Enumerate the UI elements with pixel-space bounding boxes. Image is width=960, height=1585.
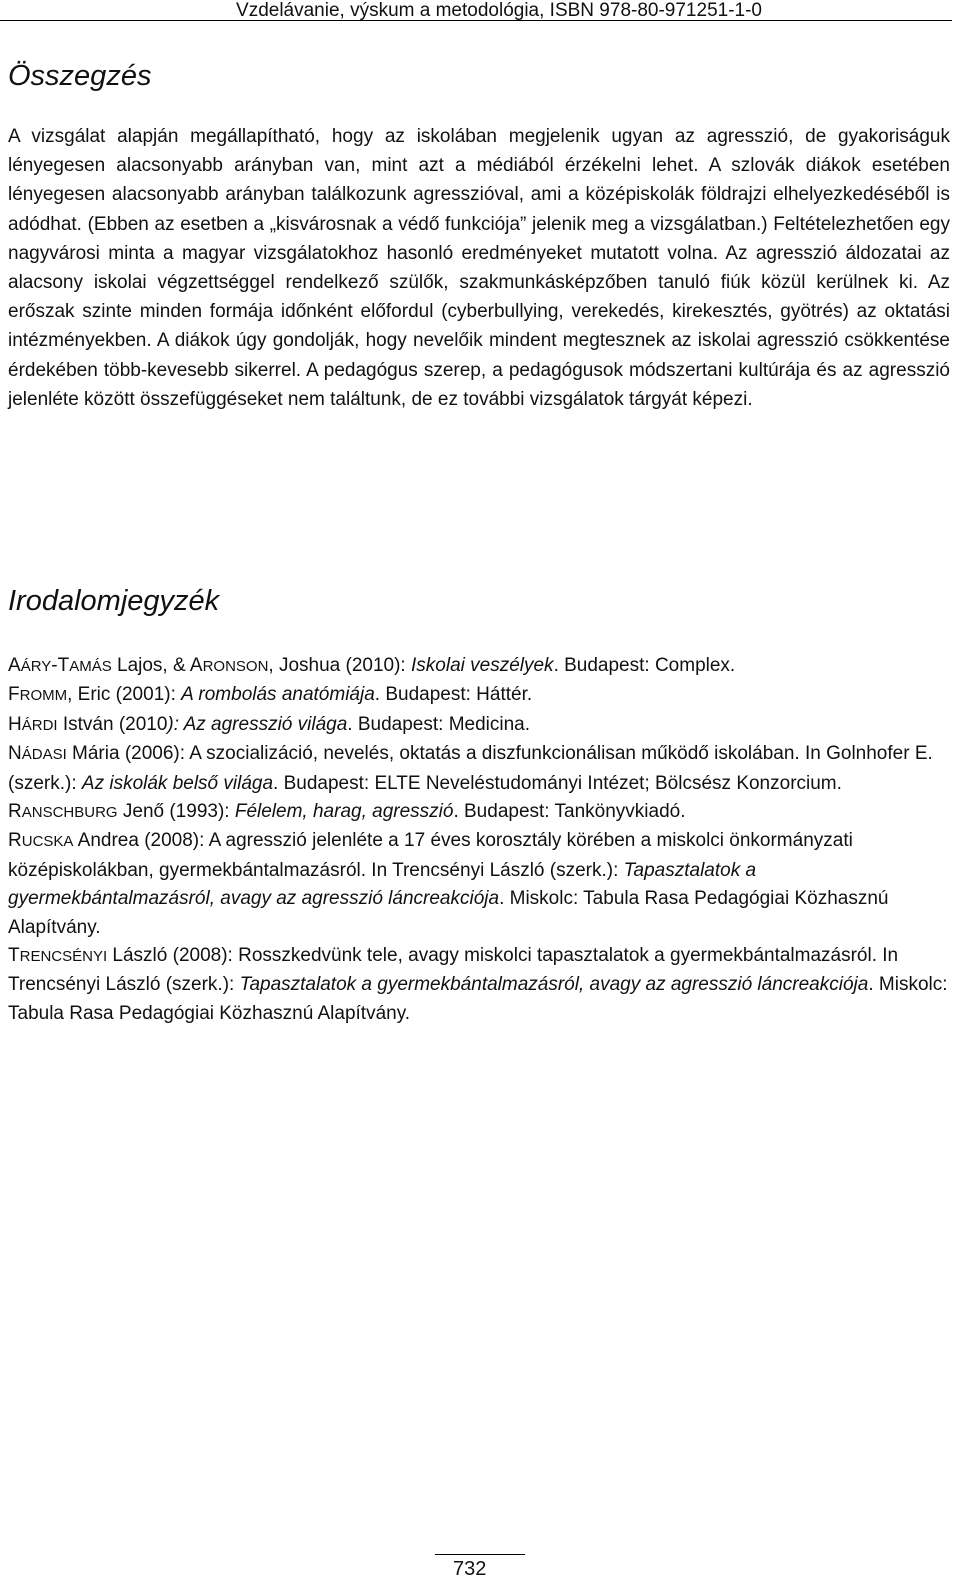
reference-item: HÁRDI István (2010): Az agresszió világa. Budapest: Medicina. bbox=[8, 713, 531, 735]
reference-item: TRENCSÉNYI László (2008): Rosszkedvünk tele, avagy miskolci tapasztalatok a gyermekbántalmazásról. In Trencsényi László (szerk.): Tapasztalatok a gyermekbántalmazásról, avagy az agresszió láncreakciója. Miskolc: Tabula Rasa Pedagógiai Közhasznú Alapítvány. bbox=[8, 945, 948, 1024]
references-title: Irodalomjegyzék bbox=[8, 585, 220, 617]
reference-item: RANSCHBURG Jenő (1993): Félelem, harag, agresszió. Budapest: Tankönyvkiadó. bbox=[8, 801, 686, 823]
header-text: Vzdelávanie, výskum a metodológia, ISBN 978-80-971251-1-0 bbox=[236, 0, 762, 21]
reference-item: RUCSKA Andrea (2008): A agresszió jelenléte a 17 éves korosztály körében a miskolci önkormányzati középiskolákban, gyermekbántalmazásról. In Trencsényi László (szerk.): Tapasztalatok a gyermekbántalmazásról, avagy az agresszió láncreakciója. Miskolc: Tabula Rasa Pedagógiai Közhasznú Alapítvány. bbox=[8, 830, 889, 938]
reference-item: NÁDASI Mária (2006): A szocializáció, nevelés, oktatás a diszfunkcionálisan működő iskolában. In Golnhofer E. (szerk.): Az iskolák belső világa. Budapest: ELTE Neveléstudományi Intézet; Bölcsész Konzorcium. bbox=[8, 743, 933, 794]
summary-title: Összegzés bbox=[8, 60, 152, 92]
footer-divider bbox=[435, 1554, 525, 1555]
reference-item: AÁRY-TAMÁS Lajos, & ARONSON, Joshua (2010): Iskolai veszélyek. Budapest: Complex. bbox=[8, 655, 736, 676]
page-header bbox=[0, 0, 952, 21]
summary-paragraph: A vizsgálat alapján megállapítható, hogy az iskolában megjelenik ugyan az agresszió, de gyakoriságuk lényegesen alacsonyabb arányban van, mint azt a médiából érzékelni lehet. A szlovák diákok esetében lényegesen alacsonyabb arányban találkozunk agresszióval, ami a középiskolák földrajzi elhelyezkedéséből is adódhat. (Ebben az esetben a „kisvárosnak a védő funkciója” jelenik meg a vizsgálatban.) Feltételezhetően egy nagyvárosi minta a magyar vizsgálatokhoz hasonló eredményeket mutatott volna. Az agresszió áldozatai az alacsony iskolai végzettséggel rendelkező szülők, szakmunkásképzőben tanuló fiúk közül kerülnek ki. Az erőszak szinte minden formája időnként előfordul (cyberbullying, verekedés, kirekesztés, gyötrés) az oktatási intézményekben. A diákok úgy gondolják, hogy nevelőik mindent megtesznek az iskolai agresszió csökkentése érdekében több-kevesebb sikerrel. A pedagógus szerep, a pedagógusok módszertani kultúrája és az agresszió jelenléte között összefüggéseket nem találtunk, de ez további vizsgálatok tárgyát képezi. bbox=[8, 126, 950, 410]
page-number: 732 bbox=[453, 1558, 487, 1580]
reference-item: FROMM, Eric (2001): A rombolás anatómiája. Budapest: Háttér. bbox=[8, 684, 533, 706]
references-list bbox=[8, 652, 950, 1028]
